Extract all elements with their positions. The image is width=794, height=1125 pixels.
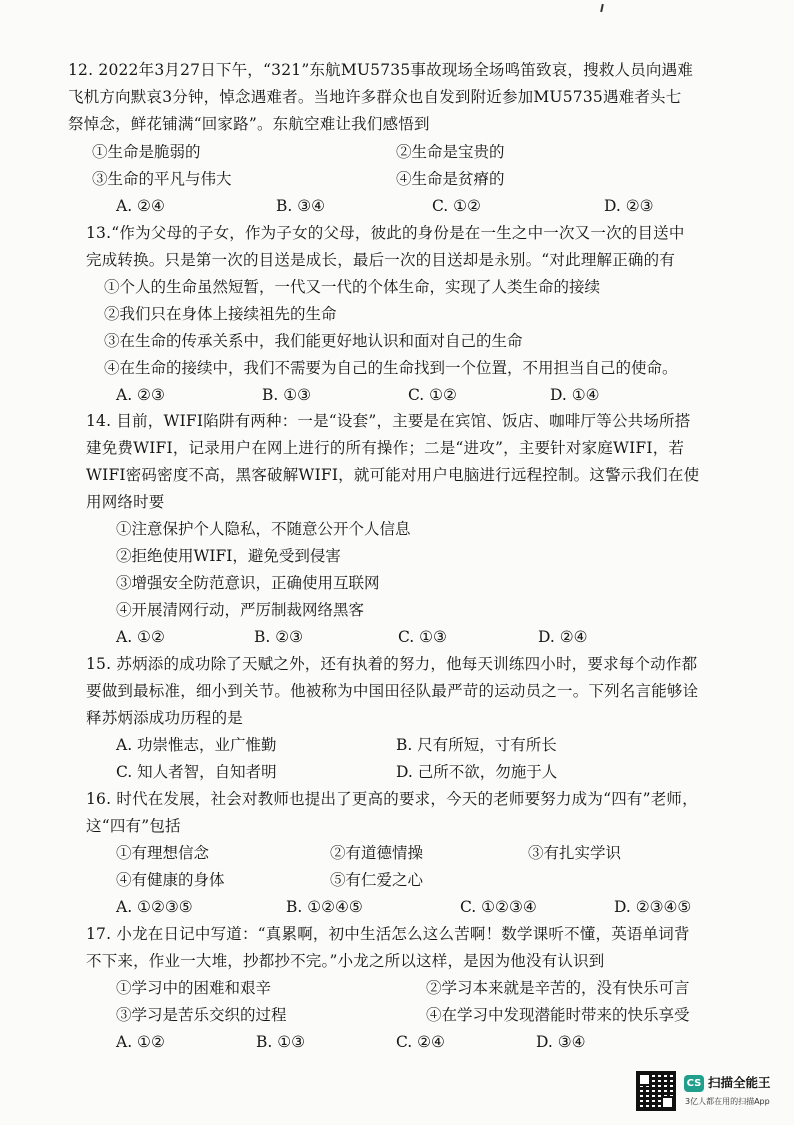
q13-choice-a: A. ②③ bbox=[116, 386, 165, 404]
q14-item-4: ④开展清网行动，严厉制裁网络黑客 bbox=[116, 601, 365, 619]
q15-choice-a: A. 功崇惟志，业广惟勤 bbox=[116, 736, 277, 754]
q12-choice-c: C. ①② bbox=[432, 197, 481, 215]
q13-item-2: ②我们只在身体上接续祖先的生命 bbox=[104, 305, 337, 323]
q16-stem-line-1: 16. 时代在发展，社会对教师也提出了更高的要求，今天的老师要努力成为“四有”老师， bbox=[86, 790, 698, 808]
qr-code-icon bbox=[636, 1071, 676, 1111]
q16-item-1: ①有理想信念 bbox=[116, 844, 210, 862]
q14-stem-line-1: 14. 目前，WIFI陷阱有两种：一是“设套”，主要是在宾馆、饭店、咖啡厅等公共场所搭 bbox=[86, 412, 691, 430]
q16-choice-a: A. ①②③⑤ bbox=[116, 898, 193, 916]
q12-stem-line-2: 飞机方向默哀3分钟，悼念遇难者。当地许多群众也自发到附近参加MU5735遇难者头七 bbox=[68, 88, 682, 106]
q14-choice-a: A. ①② bbox=[116, 628, 165, 646]
q16-choice-d: D. ②③④⑤ bbox=[614, 898, 692, 916]
q14-item-1: ①注意保护个人隐私，不随意公开个人信息 bbox=[116, 520, 411, 538]
q12-item-2: ②生命是宝贵的 bbox=[396, 143, 505, 161]
q17-stem-line-1: 17. 小龙在日记中写道：“真累啊，初中生活怎么这么苦啊！数学课听不懂，英语单词背 bbox=[86, 925, 690, 943]
q14-choice-d: D. ②④ bbox=[538, 628, 588, 646]
q17-item-2: ②学习本来就是辛苦的，没有快乐可言 bbox=[426, 979, 690, 997]
q16-stem-line-2: 这“四有”包括 bbox=[86, 817, 181, 835]
q12-choice-a: A. ②④ bbox=[116, 197, 165, 215]
q13-choice-c: C. ①② bbox=[408, 386, 457, 404]
q14-stem-line-2: 建免费WIFI，记录用户在网上进行的所有操作；二是“进攻”，主要针对家庭WIFI，若 bbox=[86, 439, 685, 457]
q12-choice-d: D. ②③ bbox=[604, 197, 654, 215]
q13-choice-d: D. ①④ bbox=[550, 386, 600, 404]
q12-stem-line-1: 12. 2022年3月27日下午，“321”东航MU5735事故现场全场鸣笛致哀，搜救人员向遇难 bbox=[68, 61, 694, 79]
q13-item-3: ③在生命的传承关系中，我们能更好地认识和面对自己的生命 bbox=[104, 332, 523, 350]
q13-stem-line-1: 13.“作为父母的子女，作为子女的父母，彼此的身份是在一生之中一次又一次的目送中 bbox=[86, 224, 685, 242]
q15-stem-line-2: 要做到最标准，细小到关节。他被称为中国田径队最严苛的运动员之一。下列名言能够诠 bbox=[86, 682, 699, 700]
q12-choice-b: B. ③④ bbox=[276, 197, 326, 215]
q12-stem-line-3: 祭悼念，鲜花铺满“回家路”。东航空难让我们感悟到 bbox=[68, 115, 430, 133]
q15-choice-b: B. 尺有所短，寸有所长 bbox=[396, 736, 557, 754]
scanner-app-name: 扫描全能王 bbox=[708, 1075, 771, 1090]
q14-choice-b: B. ②③ bbox=[254, 628, 304, 646]
q13-item-1: ①个人的生命虽然短暂，一代又一代的个体生命，实现了人类生命的接续 bbox=[104, 278, 601, 296]
q15-stem-line-3: 释苏炳添成功历程的是 bbox=[86, 709, 244, 727]
camscanner-logo-icon: CS bbox=[684, 1075, 704, 1092]
q15-stem-line-1: 15. 苏炳添的成功除了天赋之外，还有执着的努力，他每天训练四小时，要求每个动作都 bbox=[86, 655, 698, 673]
q13-stem-line-2: 完成转换。只是第一次的目送是成长，最后一次的目送却是永别。“对此理解正确的有 bbox=[86, 251, 676, 269]
scan-mark bbox=[600, 4, 604, 12]
q17-stem-line-2: 不下来，作业一大堆，抄都抄不完。”小龙之所以这样，是因为他没有认识到 bbox=[86, 952, 605, 970]
q15-choice-c: C. 知人者智，自知者明 bbox=[116, 763, 277, 781]
scanner-tagline: 3亿人都在用的扫描App bbox=[685, 1097, 770, 1106]
q12-item-3: ③生命的平凡与伟大 bbox=[92, 170, 232, 188]
q16-item-2: ②有道德情操 bbox=[330, 844, 424, 862]
q17-choice-a: A. ①② bbox=[116, 1033, 165, 1051]
q12-item-4: ④生命是贫瘠的 bbox=[396, 170, 505, 188]
q16-item-5: ⑤有仁爱之心 bbox=[330, 871, 424, 889]
q16-choice-b: B. ①②④⑤ bbox=[286, 898, 363, 916]
q14-stem-line-4: 用网络时要 bbox=[86, 493, 165, 511]
q16-item-3: ③有扎实学识 bbox=[528, 844, 622, 862]
q17-item-4: ④在学习中发现潜能时带来的快乐享受 bbox=[426, 1006, 690, 1024]
q14-choice-c: C. ①③ bbox=[398, 628, 447, 646]
q16-item-4: ④有健康的身体 bbox=[116, 871, 225, 889]
q14-stem-line-3: WIFI密码密度不高，黑客破解WIFI，就可能对用户电脑进行远程控制。这警示我们在使 bbox=[86, 466, 700, 484]
q17-choice-b: B. ①③ bbox=[256, 1033, 306, 1051]
q17-choice-c: C. ②④ bbox=[396, 1033, 445, 1051]
q14-item-3: ③增强安全防范意识，正确使用互联网 bbox=[116, 574, 380, 592]
q16-choice-c: C. ①②③④ bbox=[460, 898, 537, 916]
q13-item-4: ④在生命的接续中，我们不需要为自己的生命找到一个位置，不用担当自己的使命。 bbox=[104, 359, 678, 377]
q13-choice-b: B. ①③ bbox=[262, 386, 312, 404]
q17-choice-d: D. ③④ bbox=[536, 1033, 586, 1051]
q17-item-3: ③学习是苦乐交织的过程 bbox=[116, 1006, 287, 1024]
q17-item-1: ①学习中的困难和艰辛 bbox=[116, 979, 272, 997]
q12-item-1: ①生命是脆弱的 bbox=[92, 143, 201, 161]
q15-choice-d: D. 己所不欲，勿施于人 bbox=[396, 763, 558, 781]
q14-item-2: ②拒绝使用WIFI，避免受到侵害 bbox=[116, 547, 341, 565]
